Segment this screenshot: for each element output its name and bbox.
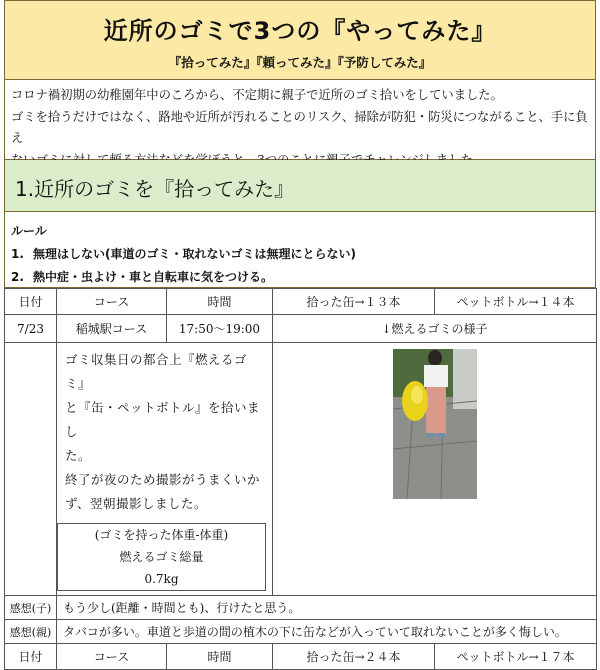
- report-line: た。: [65, 448, 92, 463]
- weight-label: (ゴミを持った体重-体重): [94, 528, 229, 542]
- section-title: 1.近所のゴミを『拾ってみた』: [15, 177, 295, 201]
- report-line: ゴミ収集日の都合上『燃えるゴミ』: [65, 352, 248, 391]
- cans-count: 拾った缶→１３本: [273, 289, 435, 315]
- report-text: [57, 343, 272, 520]
- table-row: [5, 620, 597, 644]
- photo-cell: [273, 343, 597, 596]
- header-time: 時間: [167, 644, 273, 670]
- intro-paragraph: [4, 80, 596, 160]
- entry-date: 7/23: [5, 315, 57, 343]
- cleanup-log-table: [4, 288, 597, 670]
- table-row: [5, 315, 597, 343]
- rule-number: 2.: [11, 270, 24, 284]
- header-time: 時間: [167, 289, 273, 315]
- photo-caption: ↓燃えるゴミの様子: [273, 315, 597, 343]
- rules-block: [4, 212, 596, 288]
- table-row: [5, 596, 597, 620]
- bottles-count: ペットボトル→１４本: [435, 289, 597, 315]
- cans-count: 拾った缶→２４本: [273, 644, 435, 670]
- section-header: [4, 160, 596, 212]
- header-date: 日付: [5, 644, 57, 670]
- report-line: ず、翌朝撮影しました。: [65, 496, 208, 511]
- table-header-row: [5, 289, 597, 315]
- page-title: 近所のゴミで3つの『やってみた』: [103, 17, 497, 45]
- title-box: [4, 0, 596, 80]
- header-course: コース: [57, 289, 167, 315]
- page-subtitle: 『拾ってみた』『頼ってみた』『予防してみた』: [168, 55, 432, 70]
- header-date: 日付: [5, 289, 57, 315]
- report-cell: [57, 343, 273, 596]
- trash-bag-photo: [393, 349, 477, 499]
- empty-cell: [5, 343, 57, 596]
- intro-line: コロナ禍初期の幼稚園年中のころから、不定期に親子で近所のゴミ拾いをしていました。: [11, 88, 503, 102]
- report-line: 終了が夜のため撮影がうまくいか: [65, 472, 261, 487]
- header-course: コース: [57, 644, 167, 670]
- weight-box: [57, 523, 266, 591]
- report-line: と『缶・ペットボトル』を拾いまし: [65, 400, 261, 439]
- rule-text: 熱中症・虫よけ・車と自転車に気をつける。: [33, 270, 274, 284]
- impression-parent: タバコが多い。車道と歩道の間の植木の下に缶などが入っていて取れないことが多く悔しい。: [57, 620, 597, 644]
- weight-title: 燃えるゴミ総量: [119, 550, 204, 564]
- rules-heading: ルール: [11, 224, 47, 238]
- intro-line: ゴミを拾うだけではなく、路地や近所が汚れることのリスク、掃除が防犯・防災につながること、手に負え: [11, 109, 588, 145]
- report-row: [5, 343, 597, 596]
- rule-text: 無理はしない(車道のゴミ・取れないゴミは無理にとらない): [33, 247, 356, 261]
- impression-child: もう少し(距離・時間とも)、行けたと思う。: [57, 596, 597, 620]
- rule-item: [11, 245, 356, 262]
- table-header-row: [5, 644, 597, 670]
- rule-number: 1.: [11, 247, 24, 261]
- entry-course: 稲城駅コース: [57, 315, 167, 343]
- weight-value: 0.7kg: [144, 572, 179, 586]
- entry-time: 17:50～19:00: [167, 315, 273, 343]
- photo-illustration: [393, 349, 477, 499]
- rule-item: [11, 268, 273, 285]
- impression-parent-label: 感想(親): [5, 620, 57, 644]
- bottles-count: ペットボトル→１７本: [435, 644, 597, 670]
- impression-child-label: 感想(子): [5, 596, 57, 620]
